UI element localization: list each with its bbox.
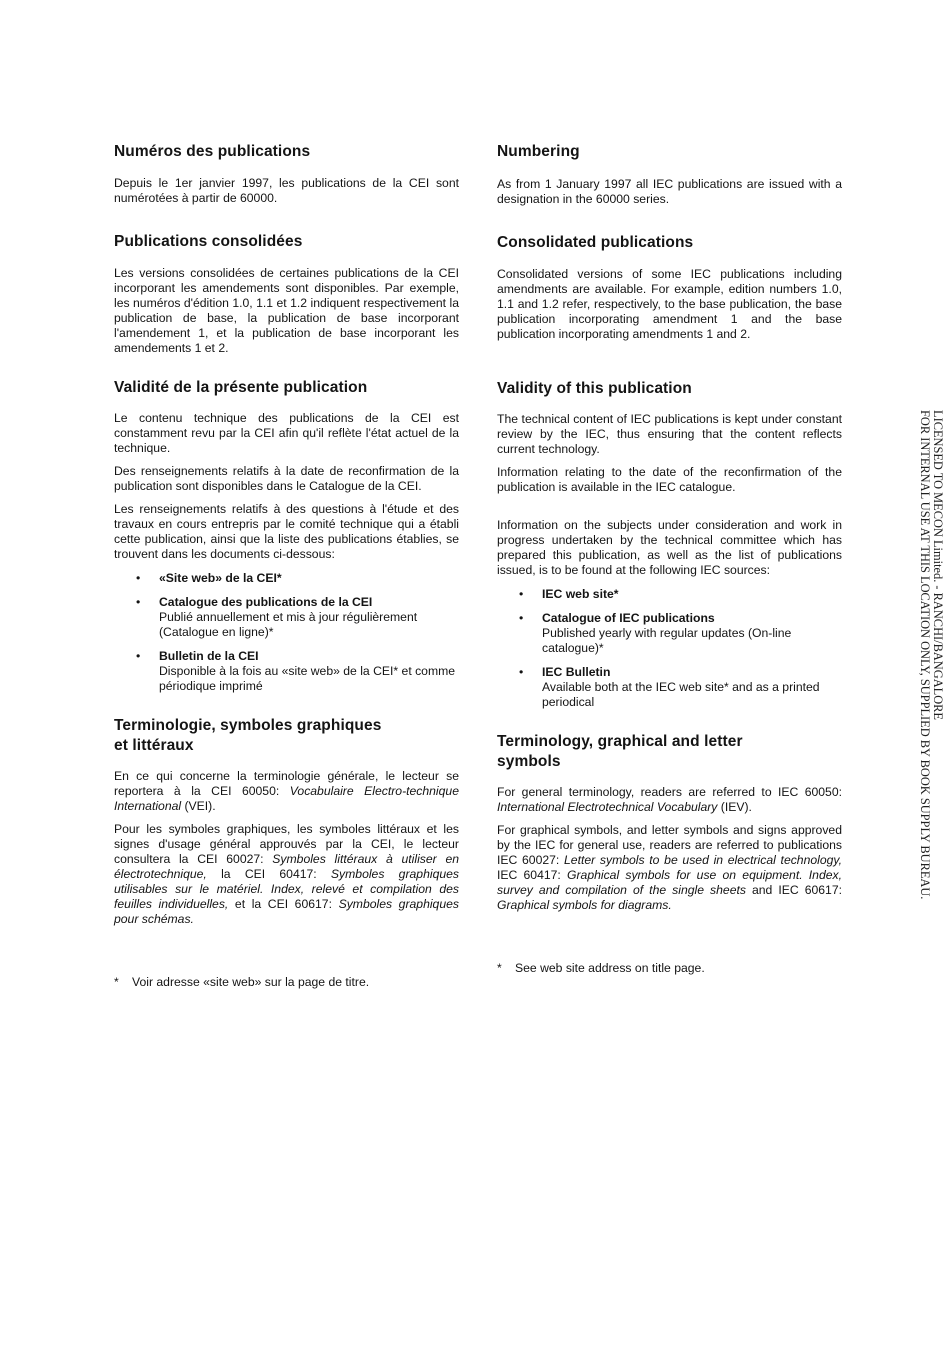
heading-validity-en: Validity of this publication <box>497 380 692 397</box>
paragraph-numbering-en: As from 1 January 1997 all IEC publications are issued with a designation in the 60000 series. <box>497 177 842 206</box>
footnote-text: See web site address on title page. <box>515 961 705 975</box>
source-title: Bulletin de la CEI <box>159 649 259 663</box>
english-column <box>497 140 842 976</box>
sources-list-en <box>497 587 842 710</box>
text-run: (IEV). <box>717 800 752 814</box>
paragraph-terminology-1-en <box>497 785 842 815</box>
list-item <box>497 611 842 656</box>
license-watermark <box>918 410 944 899</box>
heading-validity-fr: Validité de la présente publication <box>114 379 368 396</box>
source-description: Disponible à la fois au «site web» de la CEI* et comme périodique imprimé <box>159 664 456 693</box>
list-item <box>114 571 459 586</box>
heading-consolidated-fr: Publications consolidées <box>114 233 303 250</box>
text-run: For general terminology, readers are referred to IEC 60050: <box>497 785 842 799</box>
license-line-1: LICENSED TO MECON Limited. - RANCHI/BANGALORE <box>931 410 945 720</box>
text-run: IEC 60417: <box>497 868 567 882</box>
heading-terminology-fr <box>114 716 459 756</box>
paragraph-validity-1-fr: Le contenu technique des publications de la CEI est constamment revu par la CEI afin qu'il reflète l'état actuel de la technique. <box>114 411 459 455</box>
source-description: Available both at the IEC web site* and as a printed periodical <box>542 680 820 709</box>
paragraph-terminology-2-en <box>497 823 842 913</box>
footnote-fr <box>114 975 459 990</box>
list-item <box>114 595 459 640</box>
italic-title: International Electrotechnical Vocabulary <box>497 800 718 814</box>
bullet-icon: • <box>136 595 141 609</box>
paragraph-numbering-fr: Depuis le 1er janvier 1997, les publications de la CEI sont numérotées à partir de 60000. <box>114 176 459 205</box>
heading-consolidated-en: Consolidated publications <box>497 234 694 251</box>
paragraph-terminology-1-fr <box>114 769 459 814</box>
source-title: «Site web» de la CEI* <box>159 571 282 585</box>
text-run: and IEC 60617: <box>745 883 842 897</box>
footnote-asterisk: * <box>497 961 502 975</box>
footnote-text: Voir adresse «site web» sur la page de titre. <box>132 975 370 989</box>
french-column <box>114 140 459 990</box>
heading-numbering-fr: Numéros des publications <box>114 143 311 160</box>
sources-list-fr <box>114 571 459 694</box>
paragraph-consolidated-en: Consolidated versions of some IEC publications including amendments are available. For example, edition numbers 1.0, 1.1 and 1.2 refer, respectively, to the base publication, the base publication incorporating amendment 1 and the base publication incorporating amendments 1 and 2. <box>497 267 842 341</box>
text-run: En ce qui concerne la terminologie générale, le lecteur se reportera à la CEI 60050: <box>114 769 459 798</box>
heading-line-1: Terminologie, symboles graphiques <box>114 717 382 734</box>
heading-terminology-en <box>497 732 842 772</box>
text-run: Pour les symboles graphiques, les symboles littéraux et les signes d'usage général approuvés par la CEI, le lecteur consultera la CEI 60027: <box>114 822 459 866</box>
paragraph-validity-2-en: Information relating to the date of the reconfirmation of the publication is available in the IEC catalogue. <box>497 465 842 494</box>
source-description: Published yearly with regular updates (On-line catalogue)* <box>542 626 792 655</box>
license-line-2: FOR INTERNAL USE AT THIS LOCATION ONLY, SUPPLIED BY BOOK SUPPLY BUREAU. <box>918 410 932 900</box>
list-item <box>497 587 842 602</box>
heading-numbering-en: Numbering <box>497 143 580 160</box>
footnote-en <box>497 961 842 976</box>
source-title: IEC Bulletin <box>542 665 611 679</box>
italic-title: Graphical symbols for use on equipment. Index, survey and compilation of the single sheets <box>497 868 842 897</box>
source-description: Publié annuellement et mis à jour régulièrement (Catalogue en ligne)* <box>159 610 418 639</box>
italic-title: Vocabulaire Electro-technique International <box>114 784 459 813</box>
paragraph-validity-2-fr: Des renseignements relatifs à la date de reconfirmation de la publication sont disponibles dans le Catalogue de la CEI. <box>114 464 459 493</box>
source-title: Catalogue des publications de la CEI <box>159 595 373 609</box>
italic-title: Symboles graphiques utilisables sur le matériel. Index, relevé et compilation des feuilles individuelles, <box>114 867 459 911</box>
paragraph-validity-3-fr: Les renseignements relatifs à des questions à l'étude et des travaux en cours entrepris par le comité technique qui a établi cette publication, ainsi que la liste des publications établies, se trouvent dans les documents ci-dessous: <box>114 502 459 561</box>
bullet-icon: • <box>519 611 524 625</box>
paragraph-terminology-2-fr <box>114 822 459 927</box>
text-run: For graphical symbols, and letter symbols and signs approved by the IEC for general use, readers are referred to publications IEC 60027: <box>497 823 842 867</box>
text-run: et la CEI 60617: <box>228 897 339 911</box>
paragraph-consolidated-fr: Les versions consolidées de certaines publications de la CEI incorporant les amendements sont disponibles. Par exemple, les numéros d'édition 1.0, 1.1 et 1.2 indiquent respectivement la publication de base, la publication de base incorporant l'amendement 1, et la publication de base incorporant les amendements 1 et 2. <box>114 266 459 355</box>
bullet-icon: • <box>136 571 141 585</box>
heading-line-2: et littéraux <box>114 737 194 754</box>
text-run: (VEI). <box>181 799 216 813</box>
paragraph-validity-3-en: Information on the subjects under consideration and work in progress undertaken by the technical committee which has prepared this publication, as well as the list of publications issued, is to be found at the following IEC sources: <box>497 518 842 577</box>
list-item <box>497 665 842 710</box>
paragraph-validity-1-en: The technical content of IEC publications is kept under constant review by the IEC, thus ensuring that the content reflects current technology. <box>497 412 842 456</box>
source-title: Catalogue of IEC publications <box>542 611 715 625</box>
list-item <box>114 649 459 694</box>
text-run: la CEI 60417: <box>206 867 331 881</box>
bullet-icon: • <box>519 587 524 601</box>
italic-title: Graphical symbols for diagrams. <box>497 898 672 912</box>
bullet-icon: • <box>136 649 141 663</box>
footnote-asterisk: * <box>114 975 119 989</box>
italic-title: Symboles graphiques pour schémas. <box>114 897 459 926</box>
heading-line-1: Terminology, graphical and letter <box>497 733 743 750</box>
heading-line-2: symbols <box>497 753 561 770</box>
bullet-icon: • <box>519 665 524 679</box>
italic-title: Symboles littéraux à utiliser en électrotechnique, <box>114 852 460 881</box>
italic-title: Letter symbols to be used in electrical technology, <box>564 853 842 867</box>
source-title: IEC web site* <box>542 587 619 601</box>
